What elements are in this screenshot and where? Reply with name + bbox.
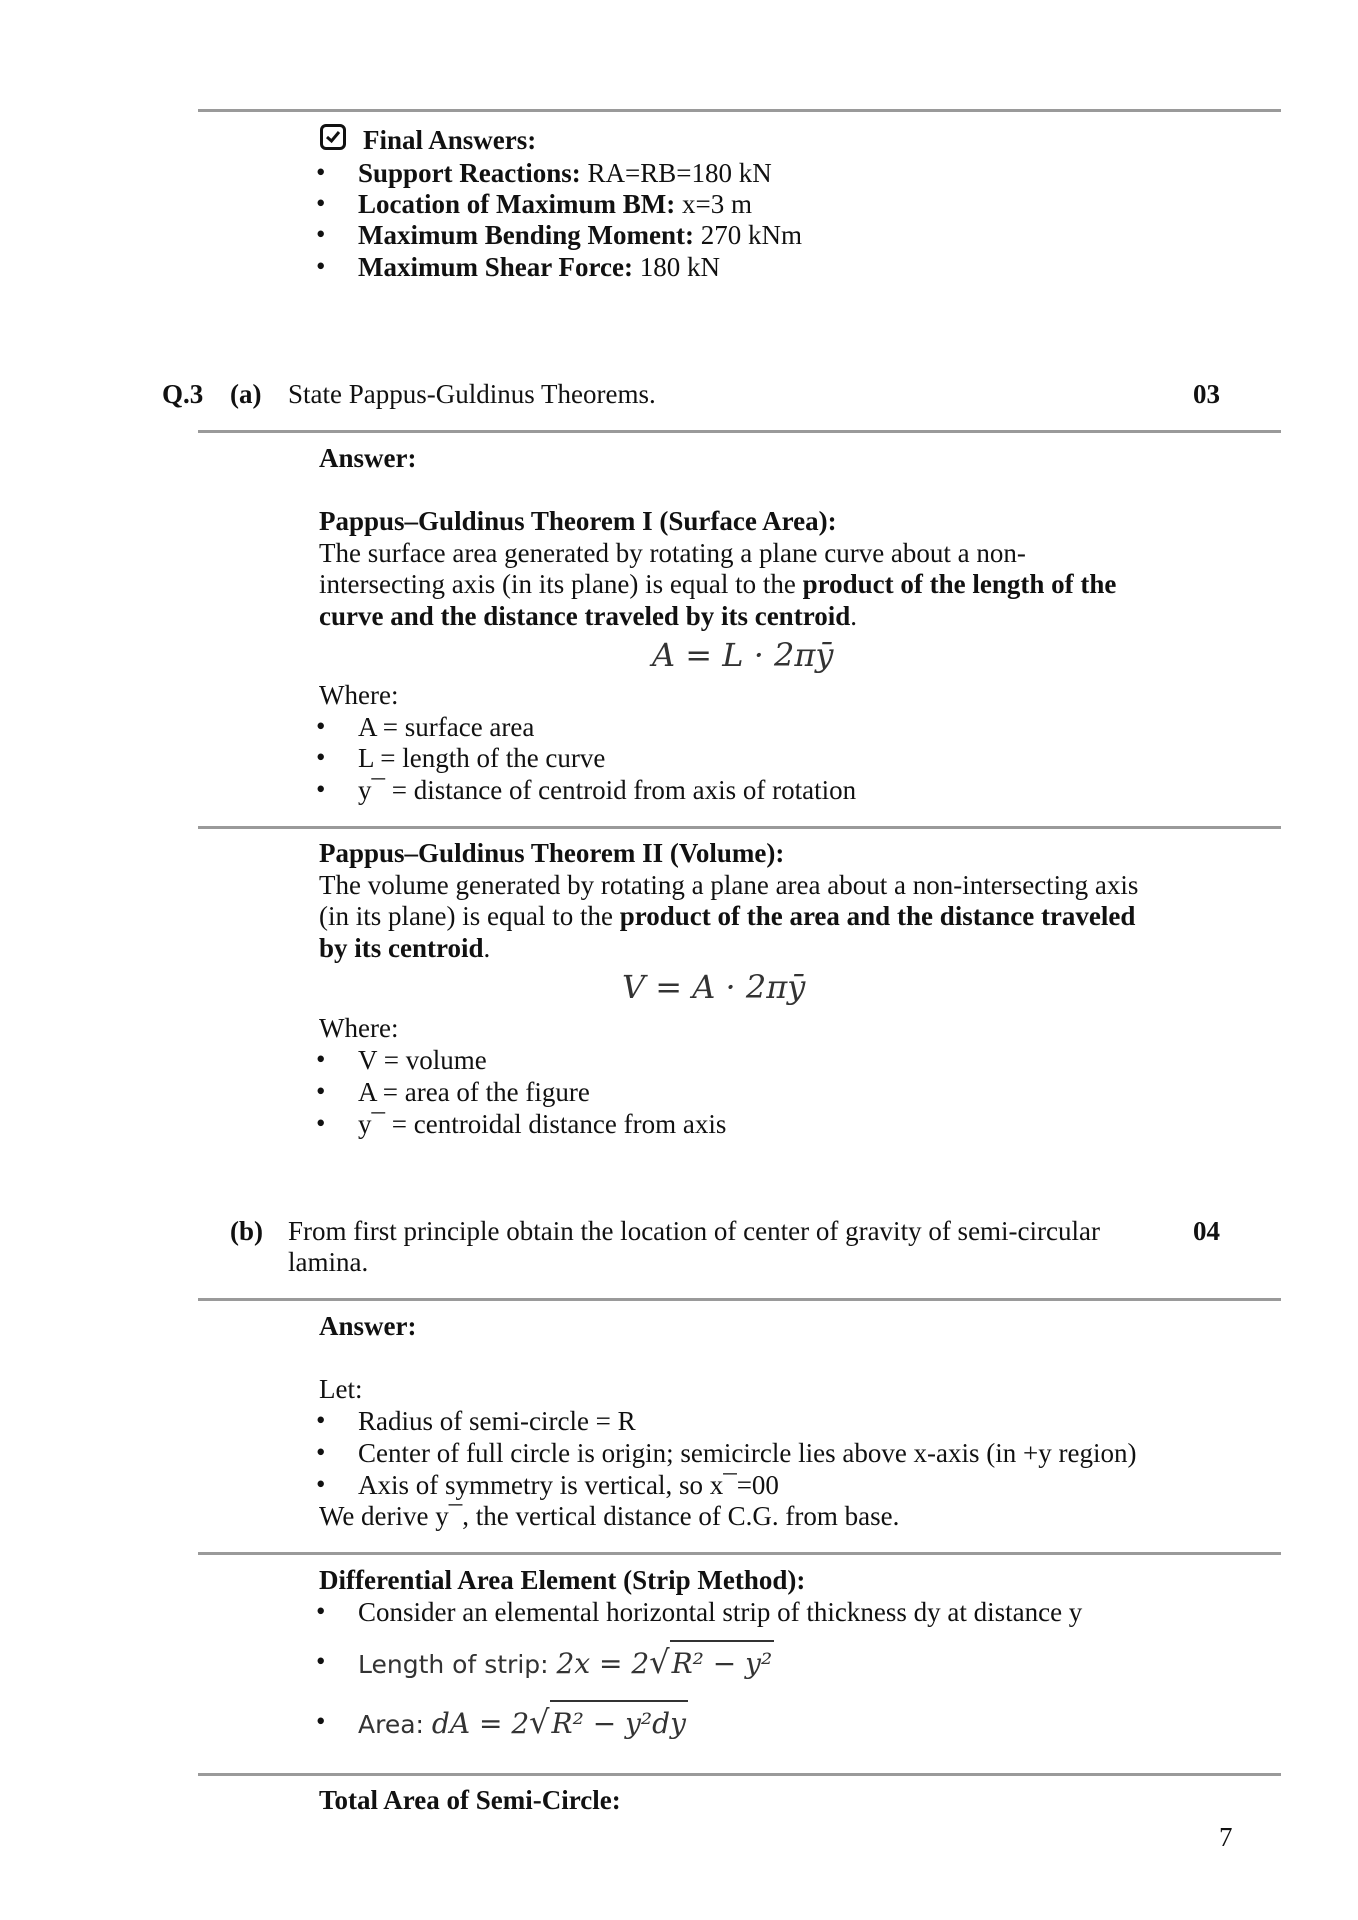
theorem-2-text: (in its plane) is equal to the product of the area and the distance traveled — [319, 901, 1136, 931]
final-answers-heading: Final Answers: — [363, 125, 537, 155]
where-label: Where: — [319, 1013, 399, 1043]
question-text-b: From first principle obtain the location of center of gravity of semi-circular — [288, 1216, 1100, 1246]
bullet-icon: • — [316, 711, 326, 741]
marks-b: 04 — [1193, 1216, 1220, 1246]
section-divider — [198, 109, 1281, 112]
answer-label: Answer: — [319, 443, 417, 473]
where-label: Where: — [319, 680, 399, 710]
section-divider — [198, 1552, 1281, 1555]
equation-volume: V = A · 2πȳ — [622, 968, 806, 1006]
final-label: Maximum Bending Moment: — [358, 220, 694, 250]
equation-surface-area: A = L · 2πȳ — [652, 636, 834, 674]
section-divider — [198, 1773, 1281, 1776]
checkbox-icon — [320, 124, 346, 150]
let-label: Let: — [319, 1374, 363, 1404]
final-label: Maximum Shear Force: — [358, 252, 633, 282]
subquestion-label-b: (b) — [230, 1216, 263, 1246]
final-value: x=3 m — [675, 189, 752, 219]
final-value: 180 kN — [632, 252, 720, 282]
sqrt-icon: √ — [649, 1643, 670, 1681]
sqrt-icon: √ — [529, 1703, 550, 1741]
theorem-2-text: by its centroid. — [319, 933, 491, 963]
page-number: 7 — [1219, 1822, 1233, 1852]
bullet-icon: • — [316, 219, 326, 249]
section-divider — [198, 1298, 1281, 1301]
area-radicand: R² − y²dy — [550, 1700, 688, 1746]
area-equation: dA = 2 — [431, 1707, 530, 1740]
bullet-icon: • — [316, 1596, 326, 1626]
bullet-icon: • — [316, 188, 326, 218]
question-number: Q.3 — [162, 379, 204, 409]
bullet-icon: • — [316, 742, 326, 772]
section-divider — [198, 430, 1281, 433]
subquestion-label-a: (a) — [230, 379, 262, 409]
theorem-2-text: The volume generated by rotating a plane area about a non-intersecting axis — [319, 870, 1139, 900]
answer-label: Answer: — [319, 1311, 417, 1341]
theorem-1-text: intersecting axis (in its plane) is equal to the product of the length of the — [319, 569, 1117, 599]
final-label: Support Reactions: — [358, 158, 581, 188]
bullet-icon: • — [316, 1405, 326, 1435]
bullet-icon: • — [316, 774, 326, 804]
final-value: RA=RB=180 kN — [580, 158, 772, 188]
section-divider — [198, 826, 1281, 829]
question-text-b: lamina. — [288, 1247, 369, 1277]
bullet-icon: • — [316, 1076, 326, 1106]
question-text-a: State Pappus-Guldinus Theorems. — [288, 379, 656, 409]
theorem-1-heading: Pappus–Guldinus Theorem I (Surface Area): — [319, 506, 837, 536]
derive-text: We derive y¯, the vertical distance of C.G. from base. — [319, 1501, 900, 1531]
strip-heading: Differential Area Element (Strip Method): — [319, 1565, 806, 1595]
final-label: Location of Maximum BM: — [358, 189, 676, 219]
bullet-icon: • — [316, 1469, 326, 1499]
theorem-1-text: The surface area generated by rotating a plane curve about a non- — [319, 538, 1026, 568]
bullet-icon: • — [316, 1108, 326, 1138]
bullet-icon: • — [316, 1706, 326, 1736]
bullet-icon: • — [316, 1437, 326, 1467]
total-area-heading: Total Area of Semi-Circle: — [319, 1785, 621, 1815]
length-radicand: R² − y² — [670, 1640, 775, 1686]
bullet-icon: • — [316, 1646, 326, 1676]
bullet-icon: • — [316, 1044, 326, 1074]
length-label: Length of strip: — [358, 1650, 557, 1679]
bullet-icon: • — [316, 251, 326, 281]
length-equation: 2x = 2 — [556, 1647, 650, 1680]
theorem-1-text: curve and the distance traveled by its centroid. — [319, 601, 857, 631]
theorem-2-heading: Pappus–Guldinus Theorem II (Volume): — [319, 838, 785, 868]
marks-a: 03 — [1193, 379, 1220, 409]
bullet-icon: • — [316, 157, 326, 187]
area-label: Area: — [358, 1710, 432, 1739]
final-value: 270 kNm — [693, 220, 802, 250]
